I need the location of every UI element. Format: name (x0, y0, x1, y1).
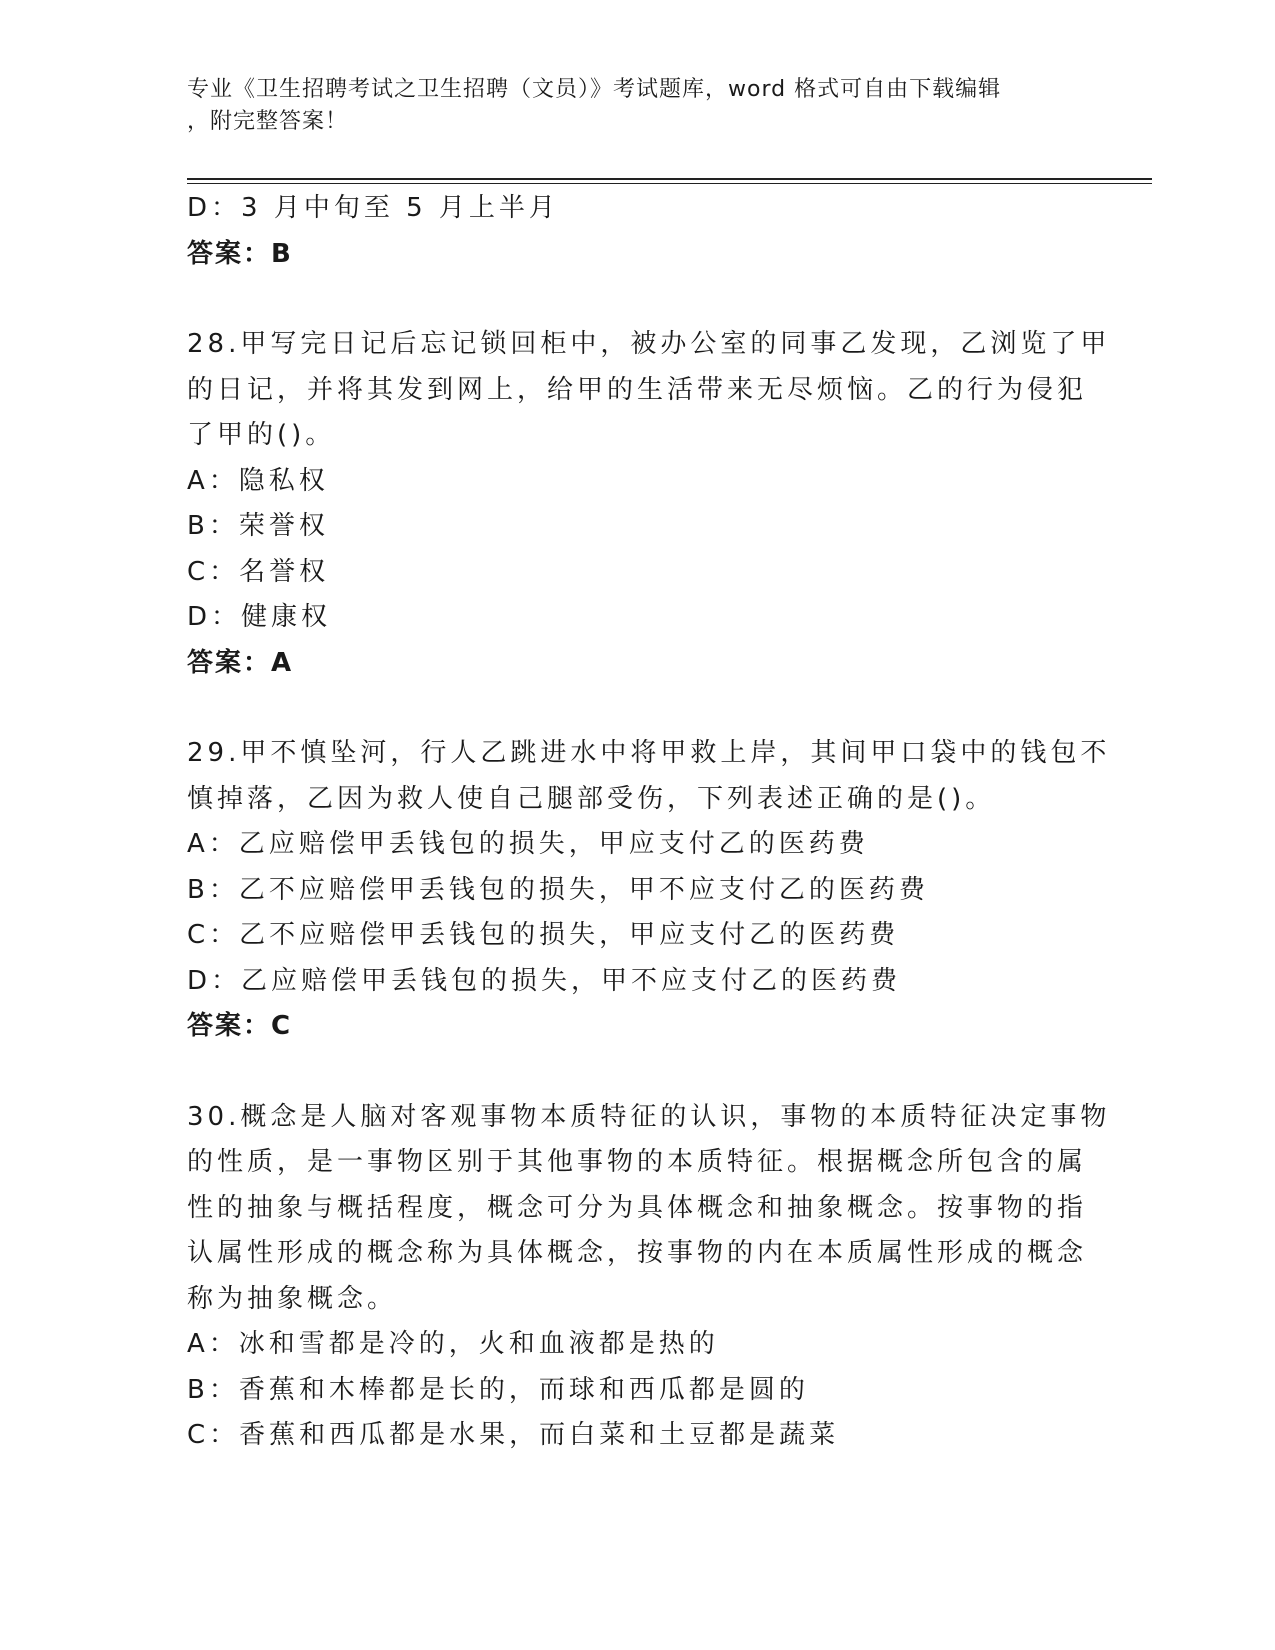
question-stem-line: 称为抽象概念。 (187, 1283, 398, 1314)
option-text: A：乙应赔偿甲丢钱包的损失，甲应支付乙的医药费 (187, 829, 869, 859)
option-text: B：乙不应赔偿甲丢钱包的损失，甲不应支付乙的医药费 (187, 874, 929, 905)
question-block (187, 322, 1111, 686)
answer-text: 答案：B (187, 238, 293, 269)
question-block (187, 731, 1111, 1050)
option-text: D：乙应赔偿甲丢钱包的损失，甲不应支付乙的医药费 (187, 965, 902, 996)
question-stem-line: 性的抽象与概括程度，概念可分为具体概念和抽象概念。按事物的指 (187, 1192, 1088, 1223)
answer-text: 答案：A (187, 647, 294, 678)
question-stem-line: 了甲的()。 (187, 420, 336, 450)
option-text: C：乙不应赔偿甲丢钱包的损失，甲应支付乙的医药费 (187, 920, 900, 950)
question-stem-line: 的日记，并将其发到网上，给甲的生活带来无尽烦恼。乙的行为侵犯 (187, 374, 1088, 405)
question-stem-line: 慎掉落，乙因为救人使自己腿部受伤，下列表述正确的是()。 (187, 783, 996, 814)
option-text: D：健康权 (187, 602, 332, 632)
page-header (187, 74, 1067, 138)
option-text: B：荣誉权 (187, 511, 329, 541)
question-stem-line: 28.甲写完日记后忘记锁回柜中，被办公室的同事乙发现，乙浏览了甲 (187, 329, 1111, 359)
answer-text: 答案：C (187, 1011, 293, 1041)
option-text: A：冰和雪都是冷的，火和血液都是热的 (187, 1329, 719, 1359)
document-body (187, 186, 1111, 1459)
option-text: C：名誉权 (187, 556, 330, 587)
spacer (187, 1050, 1077, 1095)
spacer (187, 686, 1077, 731)
option-text: A：隐私权 (187, 465, 329, 496)
option-text: B：香蕉和木棒都是长的，而球和西瓜都是圆的 (187, 1374, 809, 1405)
question-stem-line: 29.甲不慎坠河，行人乙跳进水中将甲救上岸，其间甲口袋中的钱包不 (187, 738, 1111, 768)
header-line: ，附完整答案！ (187, 109, 349, 134)
question-block (187, 1095, 1111, 1459)
question-stem-line: 认属性形成的概念称为具体概念，按事物的内在本质属性形成的概念 (187, 1238, 1088, 1268)
spacer (187, 277, 1077, 322)
header-divider (187, 183, 1152, 184)
option-text: D：3 月中旬至 5 月上半月 (187, 193, 559, 223)
option-text: C：香蕉和西瓜都是水果，而白菜和土豆都是蔬菜 (187, 1420, 840, 1450)
question-stem-line: 30.概念是人脑对客观事物本质特征的认识，事物的本质特征决定事物 (187, 1101, 1111, 1132)
header-divider (187, 178, 1152, 180)
question-stem-line: 的性质，是一事物区别于其他事物的本质特征。根据概念所包含的属 (187, 1147, 1088, 1177)
header-line: 专业《卫生招聘考试之卫生招聘（文员）》考试题库，word 格式可自由下载编辑 (187, 77, 1002, 102)
